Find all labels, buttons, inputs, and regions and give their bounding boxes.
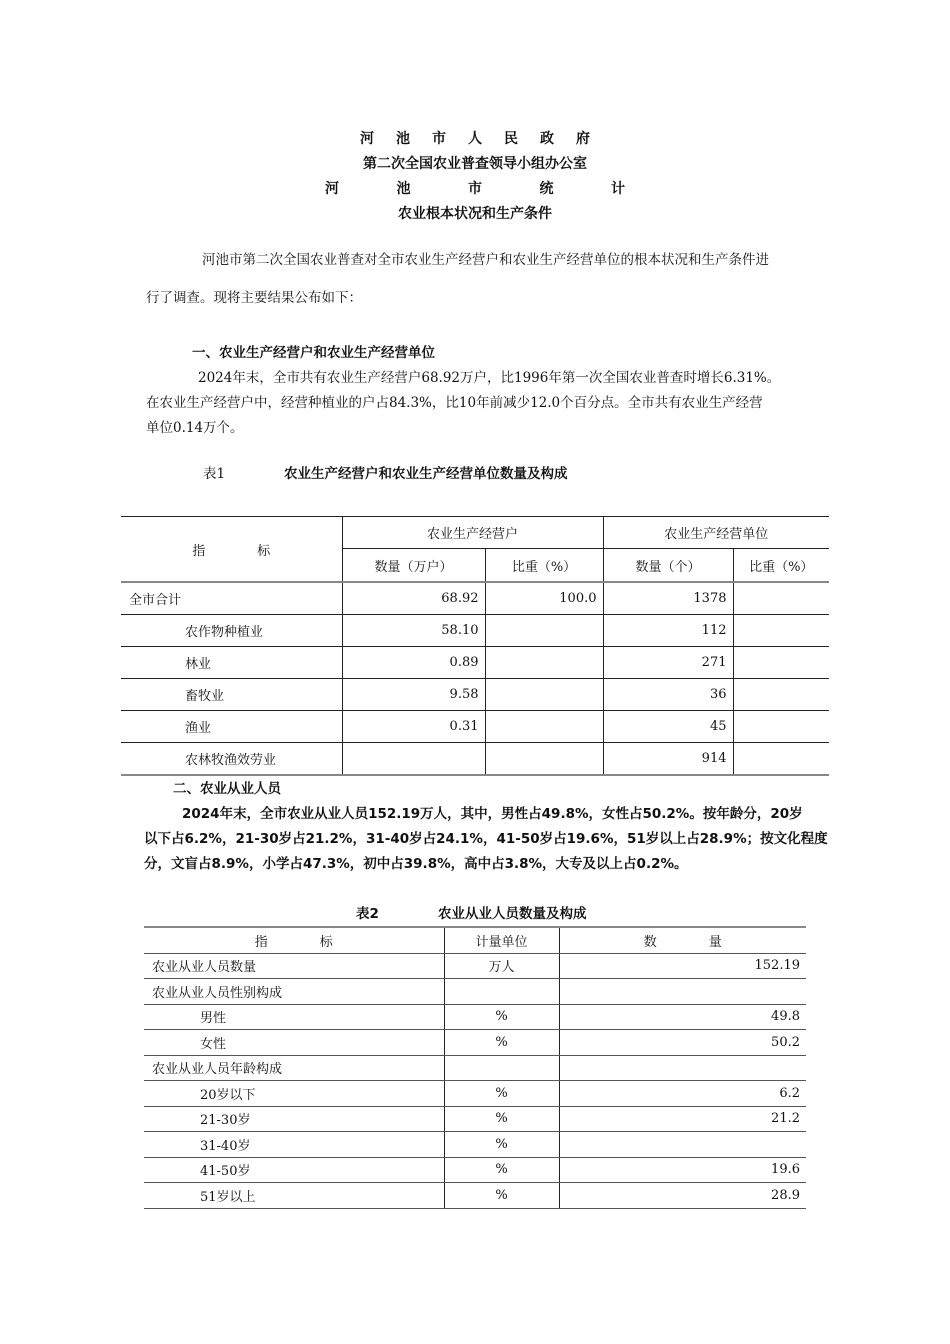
header-char: 人	[468, 131, 482, 147]
table1	[121, 516, 829, 776]
intro-line-2: 行了调查。现将主要结果公布如下：	[146, 290, 362, 306]
header-line-3	[0, 178, 950, 198]
row-name: 农业从业人员性别构成	[144, 979, 444, 1005]
table-row	[121, 582, 829, 615]
table-row	[144, 1157, 806, 1183]
cell-value: 21.2	[559, 1106, 806, 1132]
cell-hh-pct: 100.0	[485, 582, 603, 615]
table2-header-indicator: 指 标	[144, 927, 444, 953]
table-row	[121, 743, 829, 776]
cell-hh-qty: 58.10	[342, 615, 485, 647]
table1-header-households: 农业生产经营户	[342, 517, 603, 549]
cell-hh-qty: 0.89	[342, 647, 485, 679]
header-char: 府	[576, 131, 590, 147]
table-row	[121, 647, 829, 679]
cell-hh-pct	[485, 711, 603, 743]
cell-unit: %	[444, 1081, 559, 1107]
header-char: 河	[325, 181, 339, 197]
table1-header-units: 农业生产经营单位	[603, 517, 829, 549]
table-row	[144, 1106, 806, 1132]
cell-unit	[444, 979, 559, 1005]
section2-para-line: 2024年末，全市农业从业人员152.19万人，其中，男性占49.8%，女性占50.2%。按年龄分，20岁	[182, 806, 803, 822]
table2-header-unit: 计量单位	[444, 927, 559, 953]
section1-para-line: 2024年末，全市共有农业生产经营户68.92万户，比1996年第一次全国农业普查时增长6.31%。	[198, 370, 781, 386]
table-row	[144, 1055, 806, 1081]
cell-unit-qty: 45	[603, 711, 733, 743]
table2-title: 农业从业人员数量及构成	[438, 906, 587, 922]
row-name: 全市合计	[121, 582, 342, 615]
table1-subheader: 数量（个）	[603, 549, 733, 582]
cell-unit: 万人	[444, 953, 559, 979]
row-name: 31-40岁	[144, 1132, 444, 1158]
cell-hh-qty: 0.31	[342, 711, 485, 743]
cell-hh-pct	[485, 615, 603, 647]
row-name: 农作物种植业	[121, 615, 342, 647]
cell-unit: %	[444, 1132, 559, 1158]
cell-unit-qty: 112	[603, 615, 733, 647]
header-char: 市	[432, 131, 446, 147]
section2-para-line: 分，文盲占8.9%，小学占47.3%，初中占39.8%，高中占3.8%，大专及以上占0.2%。	[144, 856, 688, 872]
table1-subheader: 比重（%）	[733, 549, 829, 582]
row-name: 20岁以下	[144, 1081, 444, 1107]
cell-unit-pct	[733, 647, 829, 679]
document-title: 农业根本状况和生产条件	[398, 206, 552, 222]
table-row	[121, 711, 829, 743]
cell-value	[559, 1055, 806, 1081]
table-row	[144, 979, 806, 1005]
table1-subheader: 比重（%）	[485, 549, 603, 582]
table2-label: 表2	[356, 906, 379, 922]
table2	[144, 926, 806, 1209]
row-name: 21-30岁	[144, 1106, 444, 1132]
row-name: 畜牧业	[121, 679, 342, 711]
intro-line-1: 河池市第二次全国农业普查对全市农业生产经营户和农业生产经营单位的根本状况和生产条件进	[202, 252, 769, 268]
cell-value: 49.8	[559, 1004, 806, 1030]
table1-subheader: 数量（万户）	[342, 549, 485, 582]
cell-unit-pct	[733, 615, 829, 647]
row-name: 林业	[121, 647, 342, 679]
table1-title: 农业生产经营户和农业生产经营单位数量及构成	[284, 466, 568, 482]
cell-value	[559, 979, 806, 1005]
header-line-1	[0, 128, 950, 148]
header-char: 统	[539, 181, 554, 197]
table-row	[144, 1183, 806, 1209]
cell-hh-pct	[485, 647, 603, 679]
section1-para-line: 单位0.14万个。	[146, 420, 244, 436]
cell-unit-qty: 1378	[603, 582, 733, 615]
header-char: 政	[540, 131, 554, 147]
table-row	[144, 1081, 806, 1107]
cell-value: 28.9	[559, 1183, 806, 1209]
cell-unit: %	[444, 1004, 559, 1030]
cell-unit: %	[444, 1030, 559, 1056]
cell-hh-qty: 9.58	[342, 679, 485, 711]
row-name: 51岁以上	[144, 1183, 444, 1209]
table-row	[144, 1030, 806, 1056]
table-row	[144, 1132, 806, 1158]
cell-value	[559, 1132, 806, 1158]
section2-heading: 二、农业从业人员	[173, 781, 281, 797]
cell-unit-pct	[733, 743, 829, 776]
cell-value: 152.19	[559, 953, 806, 979]
header-char: 民	[504, 131, 518, 147]
cell-unit-qty: 36	[603, 679, 733, 711]
header-char: 河	[360, 131, 374, 147]
cell-unit: %	[444, 1106, 559, 1132]
cell-value: 50.2	[559, 1030, 806, 1056]
cell-unit-pct	[733, 711, 829, 743]
cell-hh-qty	[342, 743, 485, 776]
table-row	[121, 615, 829, 647]
table1-header-indicator: 指 标	[121, 517, 342, 583]
table-row	[121, 679, 829, 711]
cell-unit: %	[444, 1157, 559, 1183]
table1-label: 表1	[203, 466, 226, 482]
row-name: 男性	[144, 1004, 444, 1030]
section1-heading: 一、农业生产经营户和农业生产经营单位	[192, 345, 435, 361]
cell-hh-pct	[485, 679, 603, 711]
header-line-2: 第二次全国农业普查领导小组办公室	[363, 156, 587, 172]
header-char: 市	[468, 181, 482, 197]
header-char: 池	[396, 131, 410, 147]
header-char: 池	[396, 181, 411, 197]
cell-hh-qty: 68.92	[342, 582, 485, 615]
row-name: 渔业	[121, 711, 342, 743]
cell-unit-qty: 271	[603, 647, 733, 679]
section2-para-line: 以下占6.2%，21-30岁占21.2%，31-40岁占24.1%，41-50岁占19.6%，51岁以上占28.9%；按文化程度	[144, 831, 828, 847]
header-char: 计	[611, 181, 625, 197]
cell-value: 6.2	[559, 1081, 806, 1107]
section1-para-line: 在农业生产经营户中，经营种植业的户占84.3%，比10年前减少12.0个百分点。全市共有农业生产经营	[146, 395, 763, 411]
table2-header-quantity: 数 量	[559, 927, 806, 953]
row-name: 农林牧渔效劳业	[121, 743, 342, 776]
cell-hh-pct	[485, 743, 603, 776]
cell-unit	[444, 1055, 559, 1081]
table-row	[144, 1004, 806, 1030]
cell-unit: %	[444, 1183, 559, 1209]
cell-unit-qty: 914	[603, 743, 733, 776]
cell-unit-pct	[733, 582, 829, 615]
cell-value: 19.6	[559, 1157, 806, 1183]
table-row	[144, 953, 806, 979]
row-name: 农业从业人员年龄构成	[144, 1055, 444, 1081]
row-name: 女性	[144, 1030, 444, 1056]
cell-unit-pct	[733, 679, 829, 711]
row-name: 农业从业人员数量	[144, 953, 444, 979]
row-name: 41-50岁	[144, 1157, 444, 1183]
